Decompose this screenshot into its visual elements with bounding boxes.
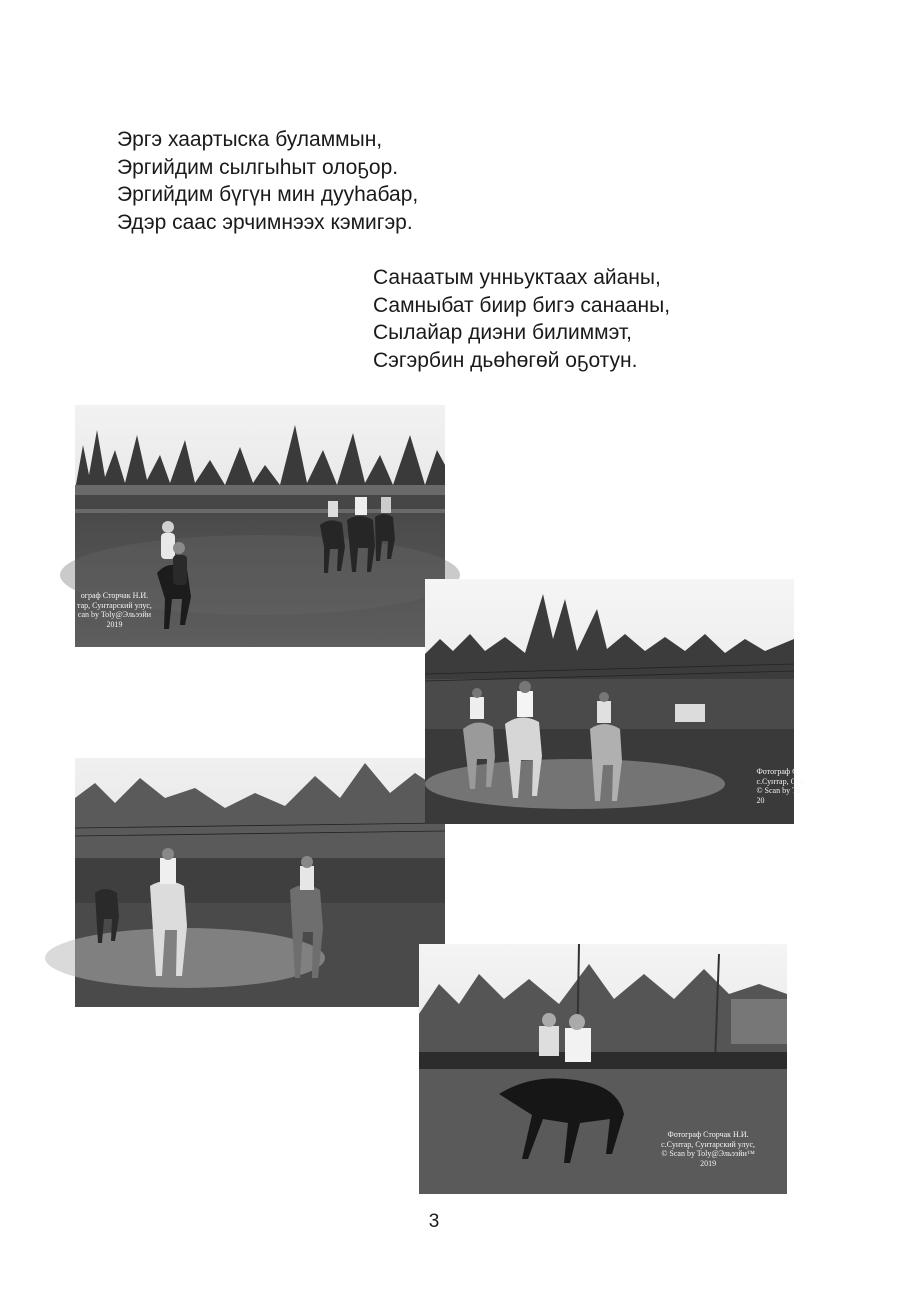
poem-line: Санаатым унньуктаах айаны, [373, 266, 661, 289]
photo-caption: ограф Сторчак Н.И. тар, Сунтарский улус, can by Toly@Эльээйи 2019 [77, 591, 152, 629]
poem-line: Сылайар диэни билиммэт, [373, 321, 632, 344]
photo-caption: Фотограф С с.Сунтар, Сун © Scan by To 20 [756, 767, 804, 805]
poem-line: Эргийдим сылгыһыт олоҕор. [117, 155, 399, 179]
photo-image [425, 579, 794, 824]
horse-race-photo-2 [425, 579, 804, 824]
poem-line: Сэгэрбин дьөһөгөй оҕотун. [373, 348, 638, 372]
page-number: 3 [428, 1211, 440, 1232]
horse-race-photo-3 [75, 758, 445, 1007]
poem-line: Эдэр саас эрчимнээх кэмигэр. [117, 210, 413, 234]
horse-race-photo-1 [75, 405, 445, 647]
photo-caption: Фотограф Сторчак Н.И. с.Сунтар, Сунтарский улус, © Scan by Toly@Эльээйи™ 2019 [661, 1130, 755, 1168]
poem-line: Эргэ хаартыска буламмын, [117, 128, 383, 151]
photo-image [75, 758, 445, 1007]
poem-stanza-2 [373, 264, 670, 374]
poem-stanza-1 [117, 126, 418, 236]
horse-race-photo-4 [419, 944, 787, 1194]
poem-line: Самныбат биир бигэ санааны, [373, 293, 671, 317]
poem-line: Эргийдим бүгүн мин дууһабар, [117, 183, 419, 206]
